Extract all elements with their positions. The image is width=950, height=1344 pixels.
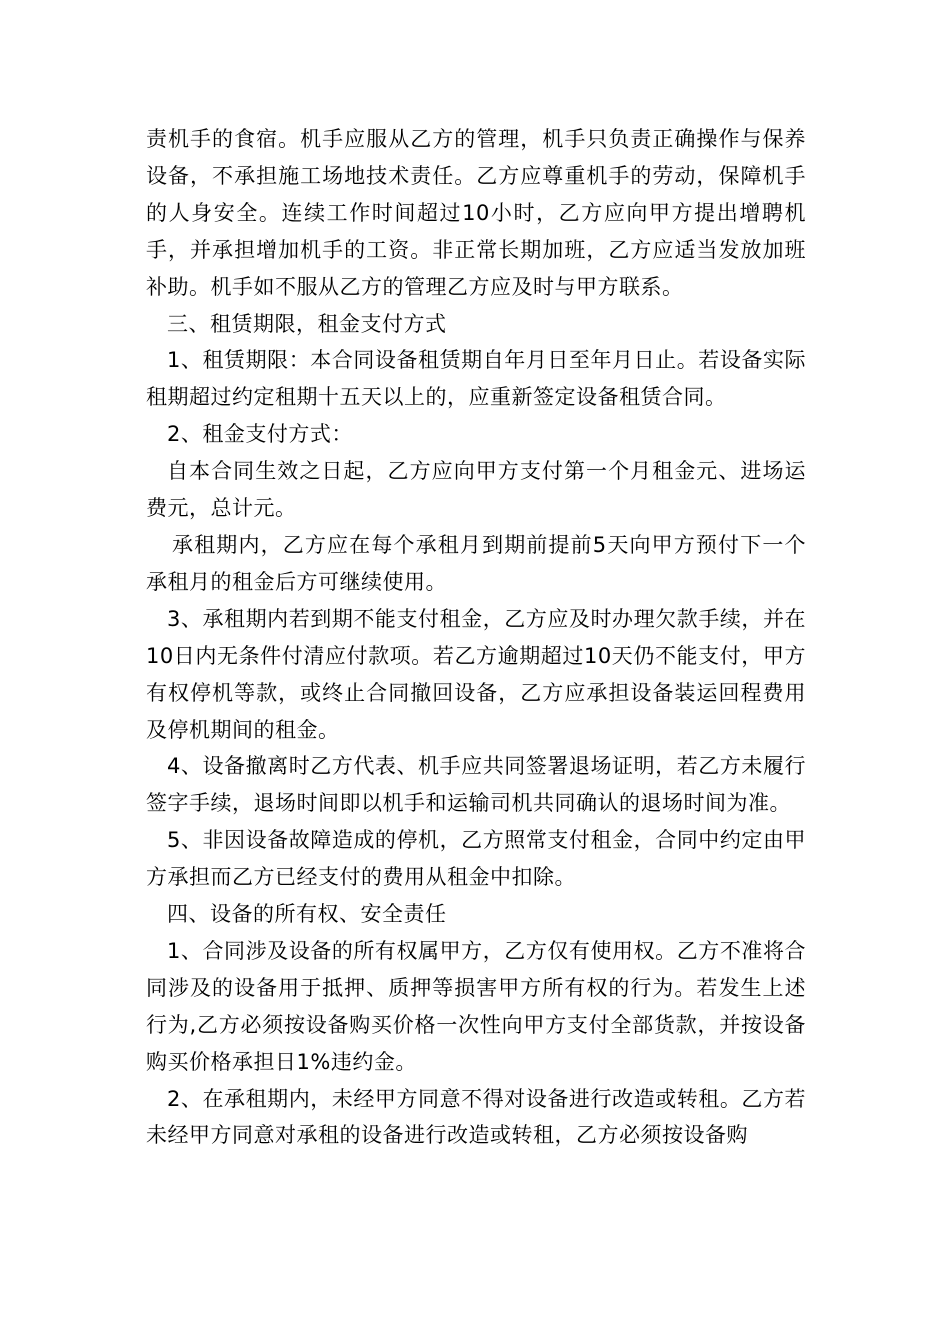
paragraph-no-modification: 2、在承租期内，未经甲方同意不得对设备进行改造或转租。乙方若未经甲方同意对承租的设备进行改造或转租，乙方必须按设备购: [146, 1086, 806, 1148]
paragraph-monthly-prepayment: 承租期内，乙方应在每个承租月到期前提前5天向甲方预付下一个承租月的租金后方可继续使用。: [146, 532, 806, 594]
paragraph-ownership: 1、合同涉及设备的所有权属甲方，乙方仅有使用权。乙方不准将合同涉及的设备用于抵押、质押等损害甲方所有权的行为。若发生上述行为,乙方必须按设备购买价格一次性向甲方支付全部货款，并按设备购买价格承担日1%违约金。: [146, 938, 806, 1074]
paragraph-equipment-withdrawal: 4、设备撤离时乙方代表、机手应共同签署退场证明，若乙方未履行签字手续，退场时间即以机手和运输司机共同确认的退场时间为准。: [146, 754, 806, 816]
paragraph-overdue-rent: 3、承租期内若到期不能支付租金，乙方应及时办理欠款手续，并在10日内无条件付清应付款项。若乙方逾期超过10天仍不能支付，甲方有权停机等款，或终止合同撤回设备，乙方应承担设备装运回程费用及停机期间的租金。: [146, 606, 806, 742]
section-heading-ownership-safety: 四、设备的所有权、安全责任: [167, 902, 447, 927]
paragraph-lease-period: 1、租赁期限：本合同设备租赁期自年月日至年月日止。若设备实际租期超过约定租期十五天以上的，应重新签定设备租赁合同。: [146, 348, 806, 410]
paragraph-non-fault-downtime: 5、非因设备故障造成的停机，乙方照常支付租金，合同中约定由甲方承担而乙方已经支付的费用从租金中扣除。: [146, 828, 806, 890]
document-body: [146, 121, 806, 1154]
section-heading-lease-term: 三、租赁期限，租金支付方式: [167, 311, 447, 336]
paragraph-first-payment: 自本合同生效之日起，乙方应向甲方支付第一个月租金元、进场运费元，总计元。: [146, 459, 806, 521]
paragraph-payment-method-title: 2、租金支付方式：: [167, 422, 353, 447]
paragraph-operator-duties: 责机手的食宿。机手应服从乙方的管理，机手只负责正确操作与保养设备，不承担施工场地技术责任。乙方应尊重机手的劳动，保障机手的人身安全。连续工作时间超过10小时，乙方应向甲方提出增聘机手，并承担增加机手的工资。非正常长期加班，乙方应适当发放加班补助。机手如不服从乙方的管理乙方应及时与甲方联系。: [146, 127, 806, 299]
